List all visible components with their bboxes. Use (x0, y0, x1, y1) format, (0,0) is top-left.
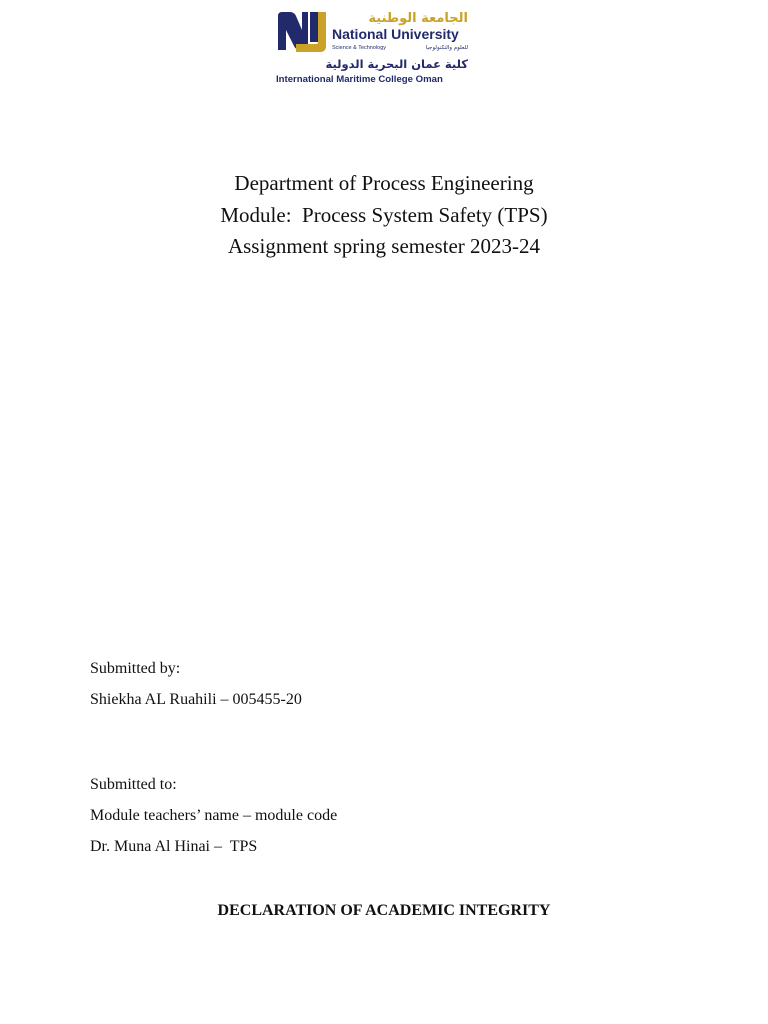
department-title: Department of Process Engineering (234, 171, 534, 195)
submitted-by-label: Submitted by: (90, 660, 181, 677)
nu-monogram-icon (276, 10, 328, 52)
submitted-to-label: Submitted to: (90, 776, 177, 793)
teacher-name: Dr. Muna Al Hinai – TPS (90, 838, 258, 855)
module-title: Module: Process System Safety (TPS) (220, 202, 548, 227)
logo-college-name: International Maritime College Oman (276, 74, 443, 85)
teacher-header: Module teachers’ name – module code (90, 807, 338, 824)
logo-subtitle-en: Science & Technology (332, 45, 387, 51)
title-block (0, 168, 768, 263)
logo-subtitle-row (332, 43, 468, 53)
assignment-title: Assignment spring semester 2023-24 (227, 234, 541, 258)
student-name: Shiekha AL Ruahili – 005455-20 (90, 691, 302, 708)
university-logo (276, 10, 476, 86)
logo-arabic-university-name: الجامعة الوطنية (368, 11, 468, 26)
logo-arabic-college-name: كلية عمان البحرية الدولية (325, 57, 468, 71)
logo-university-name: National University (332, 26, 459, 42)
declaration-heading: DECLARATION OF ACADEMIC INTEGRITY (217, 902, 551, 919)
logo-subtitle-ar: للعلوم والتكنولوجيا (425, 45, 468, 51)
